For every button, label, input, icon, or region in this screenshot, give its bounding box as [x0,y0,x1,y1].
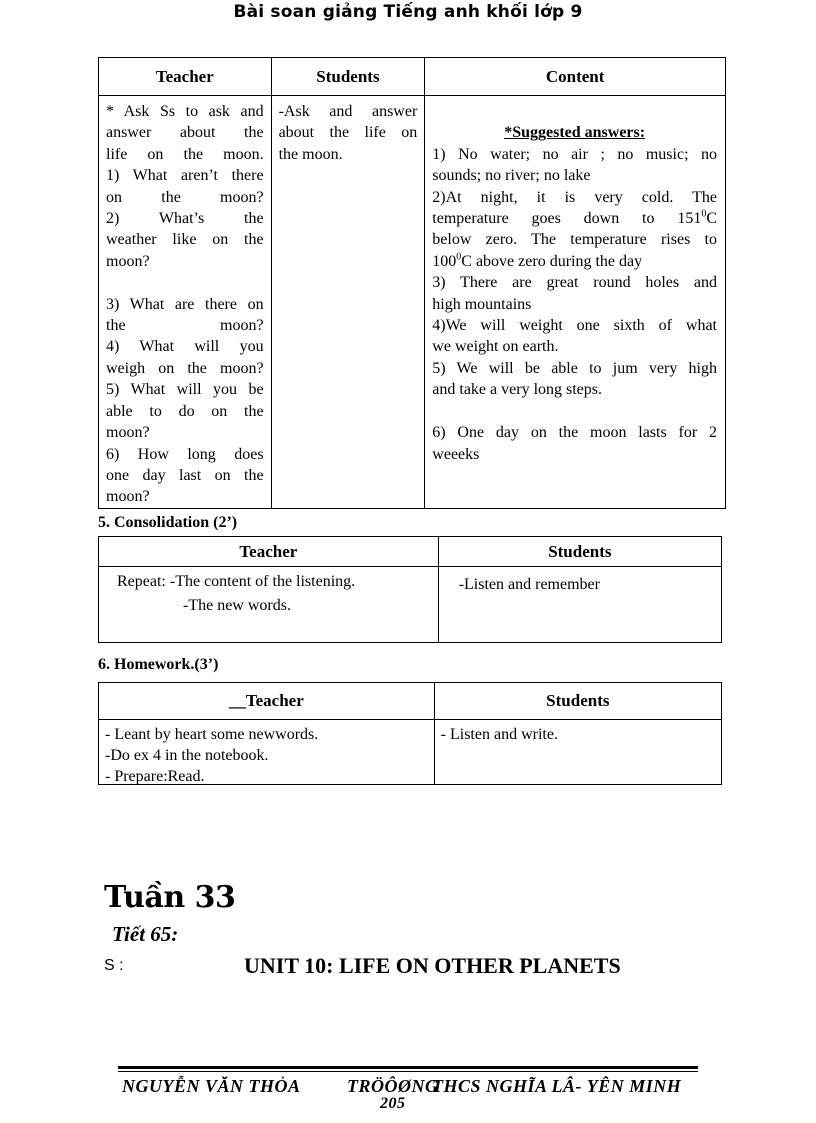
week-title: Tuần 33 [104,880,236,915]
teacher-line: moon? [106,424,150,442]
teacher-line: weather like on the [106,231,264,249]
content-line: 1) No water; no air ; no music; no [432,145,717,163]
teacher-line: 2) What’s the [106,210,264,228]
table-header-content: Content [425,58,726,96]
teacher-line: weigh on the moon? [106,359,264,377]
table-header-students: Students [271,58,425,96]
consolidation-teacher-line: -The new words. [183,597,291,614]
homework-teacher-line: - Leant by heart some newwords. [105,726,319,743]
students-line: -Ask and answer [278,103,418,120]
lesson-table [98,57,726,509]
teacher-line: * Ask Ss to ask and [106,103,264,120]
homework-teacher-line: - Prepare:Read. [105,768,205,784]
homework-table [98,682,722,785]
consolidation-heading: 5. Consolidation (2’) [98,514,238,531]
students-line: the moon. [278,145,343,163]
consolidation-teacher-line: Repeat: -The content of the listening. [117,573,356,590]
homework-students-text: - Listen and write. [440,726,558,743]
teacher-line: able to do on the [106,402,264,420]
s-label: S : [104,957,124,974]
suggested-answers-heading: *Suggested answers: [504,124,646,142]
footer-school-word: TRÖÔØNG [347,1076,439,1096]
teacher-line: answer about the [106,124,264,142]
homework-teacher-line: -Do ex 4 in the notebook. [105,747,269,764]
content-cell [425,96,726,509]
content-line [432,401,717,422]
content-line: sounds; no river; no lake [432,167,591,185]
content-line: 4)We will weight one sixth of what [432,317,717,335]
teacher-line: 6) How long does [106,445,264,463]
teacher-line: 4) What will you [106,338,264,356]
consolidation-table [98,536,722,643]
consolidation-students-cell [438,567,721,643]
footer-school: THCS NGHĨA LÂ- YÊN MINH [432,1076,682,1096]
unit-title: UNIT 10: LIFE ON OTHER PLANETS [244,953,621,978]
consolidation-teacher-cell [99,567,439,643]
teacher-activities-cell [99,96,272,509]
consolidation-students-text: -Listen and remember [458,576,600,593]
teacher-line: 1) What aren’t there [106,167,264,185]
students-activities-cell [271,96,425,509]
students-line: about the life on [278,124,418,142]
table-header-teacher: Teacher [99,58,272,96]
footer-author: NGUYỄN VĂN THỎA [122,1076,301,1096]
teacher-line: 5) What will you be [106,381,264,399]
content-line: 2)At night, it is very cold. The [432,188,717,206]
content-line: we weight on earth. [432,338,559,356]
content-line: 6) One day on the moon lasts for 2 [432,424,717,442]
teacher-line: 3) What are there on [106,295,264,313]
homework-header-teacher: __Teacher [99,683,435,720]
homework-heading: 6. Homework.(3’) [98,656,219,673]
content-line: weeeks [432,445,480,463]
content-line: high mountains [432,295,532,313]
homework-header-students: Students [434,683,721,720]
teacher-line: on the moon? [106,188,264,206]
teacher-line: one day last on the [106,466,264,484]
homework-students-cell [434,720,721,785]
content-line: $100^0C$ above zero during the day [432,251,643,270]
content-line: and take a very long steps. [432,381,603,399]
page-header-title: Bài soan giảng Tiếng anh khối lớp 9 [233,2,583,22]
teacher-line: moon? [106,252,150,270]
consolidation-header-students: Students [438,537,721,567]
page-number: 205 [380,1095,406,1112]
teacher-line: the moon? [106,317,264,335]
content-line: below zero. The temperature rises to [432,231,717,249]
content-line: 5) We will be able to jum very high [432,359,717,377]
teacher-line [106,272,264,293]
footer-divider [118,1071,698,1072]
period-label: Tiết 65: [112,922,179,946]
content-line: temperature goes down to $151^0C$ [432,208,717,228]
content-line: 3) There are great round holes and [432,274,717,292]
footer-divider [118,1066,698,1069]
consolidation-header-teacher: Teacher [99,537,439,567]
teacher-line: life on the moon. [106,145,264,163]
homework-teacher-cell [99,720,435,785]
teacher-line: moon? [106,488,150,506]
